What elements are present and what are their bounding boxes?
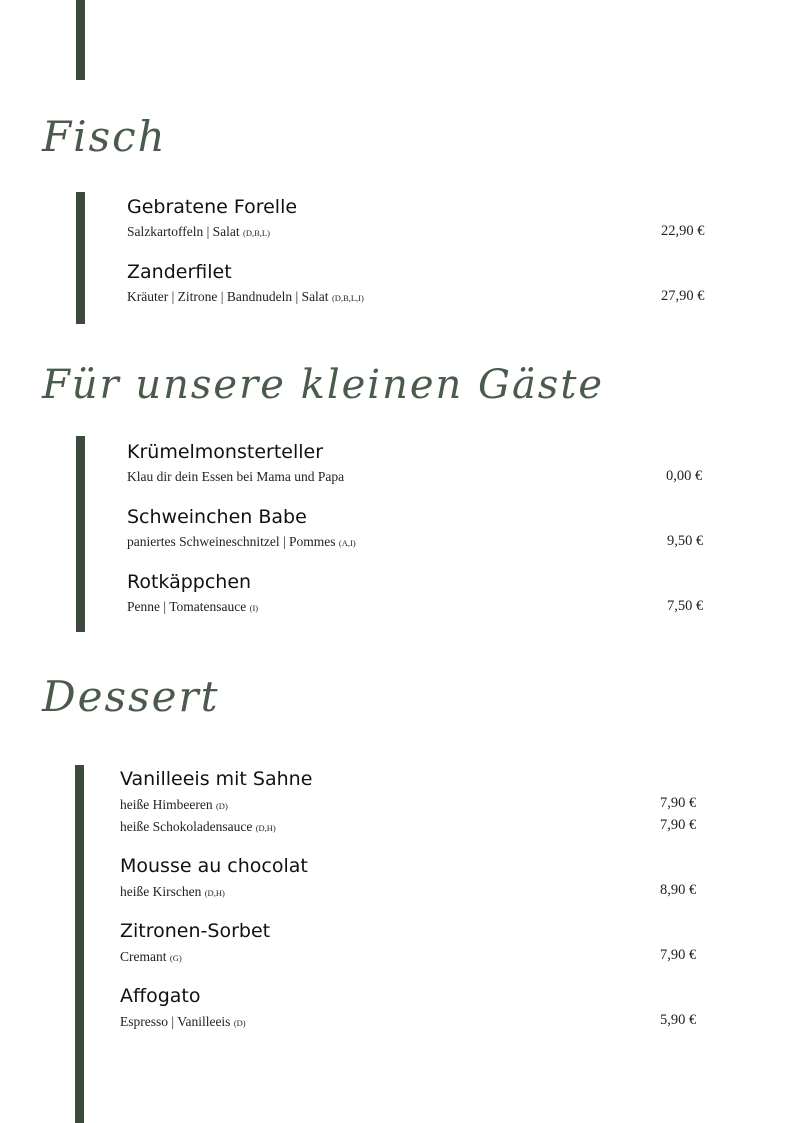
item-price: 5,90 € [660,1012,697,1028]
description-text: heiße Himbeeren [120,797,213,812]
item-name: Vanilleeis mit Sahne [120,768,313,790]
item-price: 8,90 € [660,882,697,898]
accent-bar-kinder [76,436,85,632]
item-price: 22,90 € [661,223,705,239]
allergen-codes: (A,I) [338,538,356,548]
item-price: 7,90 € [660,795,697,811]
menu-item [120,920,720,980]
item-name: Mousse au chocolat [120,855,308,877]
item-description [127,534,356,550]
allergen-codes: (G) [169,953,182,963]
menu-item [127,261,727,321]
description-text: Espresso | Vanilleeis [120,1014,231,1029]
allergen-codes: (I) [249,603,259,613]
item-price: 9,50 € [667,533,704,549]
accent-bar-dessert [75,765,84,1123]
item-description [127,599,258,615]
description-text: Klau dir dein Essen bei Mama und Papa [127,469,345,484]
description-text: heiße Kirschen [120,884,202,899]
item-description [120,949,182,965]
item-name: Rotkäppchen [127,571,252,593]
allergen-codes: (D,H) [255,823,276,833]
section-title-fisch: Fisch [42,112,167,161]
item-description [127,224,270,240]
menu-item [120,768,720,840]
item-price: 7,90 € [660,947,697,963]
item-description [120,819,276,835]
menu-item [120,985,720,1045]
allergen-codes: (D) [215,801,228,811]
menu-item [127,196,727,256]
menu-item [127,571,727,631]
item-description [127,469,344,485]
description-text: Cremant [120,949,167,964]
item-price: 27,90 € [661,288,705,304]
menu-item [127,506,727,566]
allergen-codes: (D,B,L,I) [331,293,364,303]
section-title-dessert: Dessert [42,672,220,721]
section-title-kinder: Für unsere kleinen Gäste [42,362,605,408]
item-price: 0,00 € [666,468,703,484]
accent-bar-top [76,0,85,80]
menu-item [120,855,720,915]
item-description [120,797,228,813]
item-description [120,884,225,900]
description-text: heiße Schokoladensauce [120,819,253,834]
description-text: Salzkartoffeln | Salat [127,224,240,239]
allergen-codes: (D) [233,1018,246,1028]
allergen-codes: (D,H) [204,888,225,898]
menu-item [127,441,727,501]
item-name: Krümelmonsterteller [127,441,324,463]
description-text: paniertes Schweineschnitzel | Pommes [127,534,336,549]
item-name: Zitronen-Sorbet [120,920,271,942]
item-name: Gebratene Forelle [127,196,298,218]
item-price: 7,50 € [667,598,704,614]
item-description [127,289,364,305]
item-description [120,1014,246,1030]
accent-bar-fisch [76,192,85,324]
item-name: Affogato [120,985,201,1007]
item-price: 7,90 € [660,817,697,833]
allergen-codes: (D,B,L) [243,228,270,238]
item-name: Zanderfilet [127,261,232,283]
item-name: Schweinchen Babe [127,506,307,528]
description-text: Kräuter | Zitrone | Bandnudeln | Salat [127,289,329,304]
description-text: Penne | Tomatensauce [127,599,247,614]
